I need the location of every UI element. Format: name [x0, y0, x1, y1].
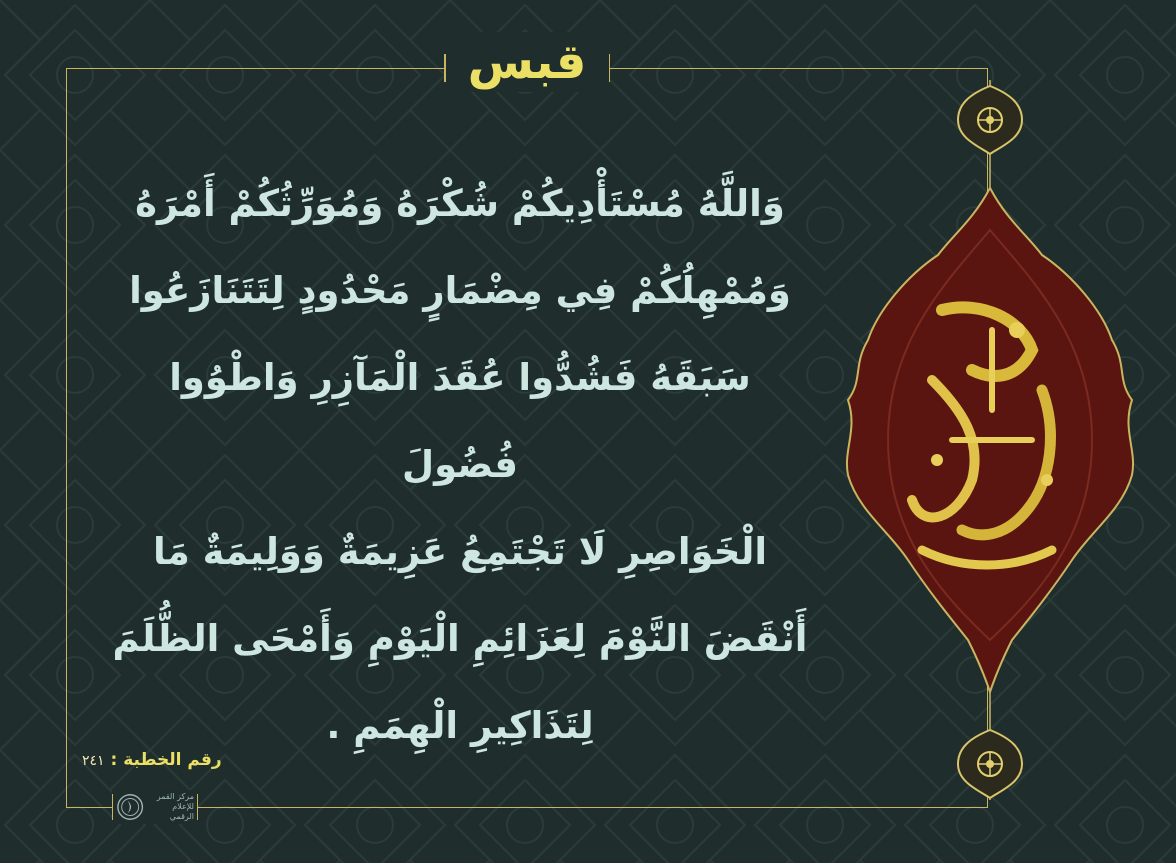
publisher-logo	[112, 790, 198, 824]
logo-line-2: للإعلام الرقمي	[169, 802, 194, 821]
emblem	[842, 80, 1138, 800]
sermon-label: رقم الخطبة :	[110, 750, 222, 770]
arabesque-shield-icon	[847, 188, 1133, 692]
ornament-medallion-icon	[958, 730, 1022, 798]
logo-line-1: مركز القمر	[156, 792, 194, 801]
quote-line: وَمُمْهِلُكُمْ فِي مِضْمَارٍ مَحْدُودٍ لِتَتَنَازَعُوا	[129, 269, 791, 312]
quote-line: وَاللَّهُ مُسْتَأْدِيكُمْ شُكْرَهُ وَمُوَرِّثُكُمْ أَمْرَهُ	[135, 182, 785, 225]
sermon-number	[82, 750, 222, 770]
quote-line: أَنْقَضَ النَّوْمَ لِعَزَائِمِ الْيَوْمِ وَأَمْحَى الظُّلَمَ	[112, 617, 808, 660]
page-title: قبس	[467, 34, 587, 90]
title-box	[444, 32, 610, 92]
quote-line: الْخَوَاصِرِ لَا تَجْتَمِعُ عَزِيمَةٌ وَوَلِيمَةٌ مَا	[152, 530, 768, 573]
quote-line: سَبَقَهُ فَشُدُّوا عُقَدَ الْمَآزِرِ وَاطْوُوا فُضُولَ	[169, 356, 751, 486]
ornament-medallion-icon	[958, 86, 1022, 154]
moon-logo-icon	[116, 792, 144, 822]
quote-line: لِتَذَاكِيرِ الْهِمَمِ .	[326, 704, 594, 747]
sermon-number-value: ٢٤١	[82, 753, 105, 769]
quote-text	[105, 160, 815, 769]
logo-text	[148, 792, 194, 822]
